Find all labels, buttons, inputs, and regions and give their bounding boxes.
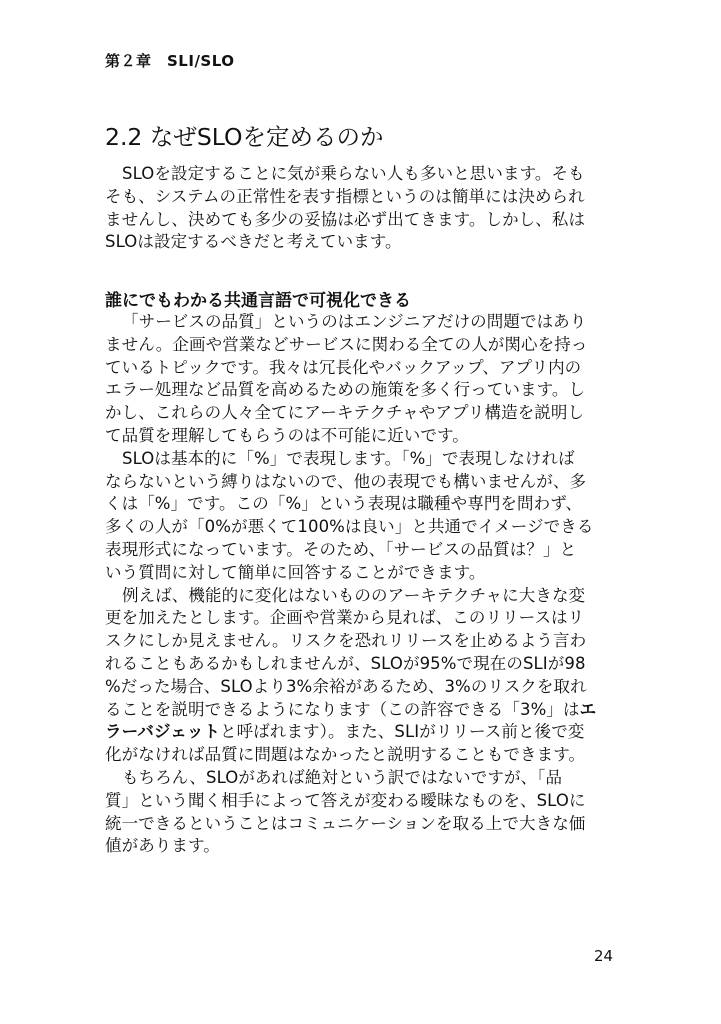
text-line: て品質を理解してもらうのは不可能に近いです。 <box>105 425 469 445</box>
subsection-body <box>105 311 615 858</box>
text-line: 「サービスの品質」というのはエンジニアだけの問題ではあり <box>122 312 587 331</box>
text-line: ません。企画や営業などサービスに関わる全ての人が関心を持っ <box>105 334 588 354</box>
text-line: 例えば、機能的に変化はないもののアーキテクチャに大きな変 <box>122 585 586 605</box>
page-number: 24 <box>594 947 614 965</box>
text-line: 統一できるということはコミュニケーションを取る上で大きな価 <box>105 813 586 833</box>
text-line: ませんし、決めても多少の妥協は必ず出てきます。しかし、私は <box>105 209 586 229</box>
text-line: 表現形式になっています。そのため、「サービスの品質は？」と <box>105 539 577 559</box>
text-line: エラー処理など品質を高めるための施策を多く行っています。し <box>105 380 586 400</box>
text-line: いう質問に対して簡単に回答することができます。 <box>105 562 486 582</box>
text-line: 更を加えたとします。企画や営業から見れば、このリリースはリ <box>105 608 585 628</box>
text-line: れることもあるかもしれませんが、SLOが95%で現在のSLIが98 <box>105 653 586 673</box>
text-line: ならないという縛りはないので、他の表現でも構いませんが、多 <box>105 471 587 491</box>
text-line: 多くの人が「0%が悪くて100%は良い」と共通でイメージできる <box>105 517 594 537</box>
text-line-with-term <box>105 721 615 744</box>
subsection-heading: 誰にでもわかる共通言語で可視化できる <box>105 291 411 311</box>
text-line: ているトピックです。我々は冗長化やバックアップ、アプリ内の <box>105 357 582 377</box>
text-line: 化がなければ品質に問題はなかったと説明することもできます。 <box>105 745 586 765</box>
text-line: 値があります。 <box>105 836 220 856</box>
text-line: スクにしか見えません。リスクを恐れリリースを止めるよう言わ <box>105 631 587 651</box>
section-title: 2.2 なぜSLOを定めるのか <box>105 123 384 151</box>
intro-paragraph <box>105 163 615 254</box>
text-line-with-term <box>105 699 615 722</box>
text-line: 質」という聞く相手によって答えが変わる曖昧なものを、SLOに <box>105 790 586 810</box>
text-line: SLOを設定することに気が乗らない人も多いと思います。そも <box>122 164 585 183</box>
text-line: もちろん、SLOがあれば絶対という訳ではないですが、「品 <box>122 767 563 787</box>
text-line: かし、これらの人々全てにアーキテクチャやアプリ構造を説明し <box>105 403 585 423</box>
running-head: 第２章 SLI/SLO <box>105 52 235 70</box>
text-line: くは「%」です。この「%」という表現は職種や専門を問わず、 <box>105 494 583 514</box>
bold-term: ラーバジェット <box>105 722 221 742</box>
text-line: そも、システムの正常性を表す指標というのは簡単には決められ <box>105 186 585 206</box>
text-run: ることを説明できるようになります（この許容できる「3%」は <box>105 699 580 719</box>
text-line: %だった場合、SLOより3%余裕があるため、3%のリスクを取れ <box>105 676 587 696</box>
bold-term: エ <box>579 699 597 719</box>
text-run: と呼ばれます）。また、SLIがリリース前と後で変 <box>220 722 585 742</box>
text-line: SLOは基本的に「%」で表現します。「%」で表現しなければ <box>122 448 575 468</box>
text-line: SLOは設定するべきだと考えています。 <box>105 232 402 252</box>
